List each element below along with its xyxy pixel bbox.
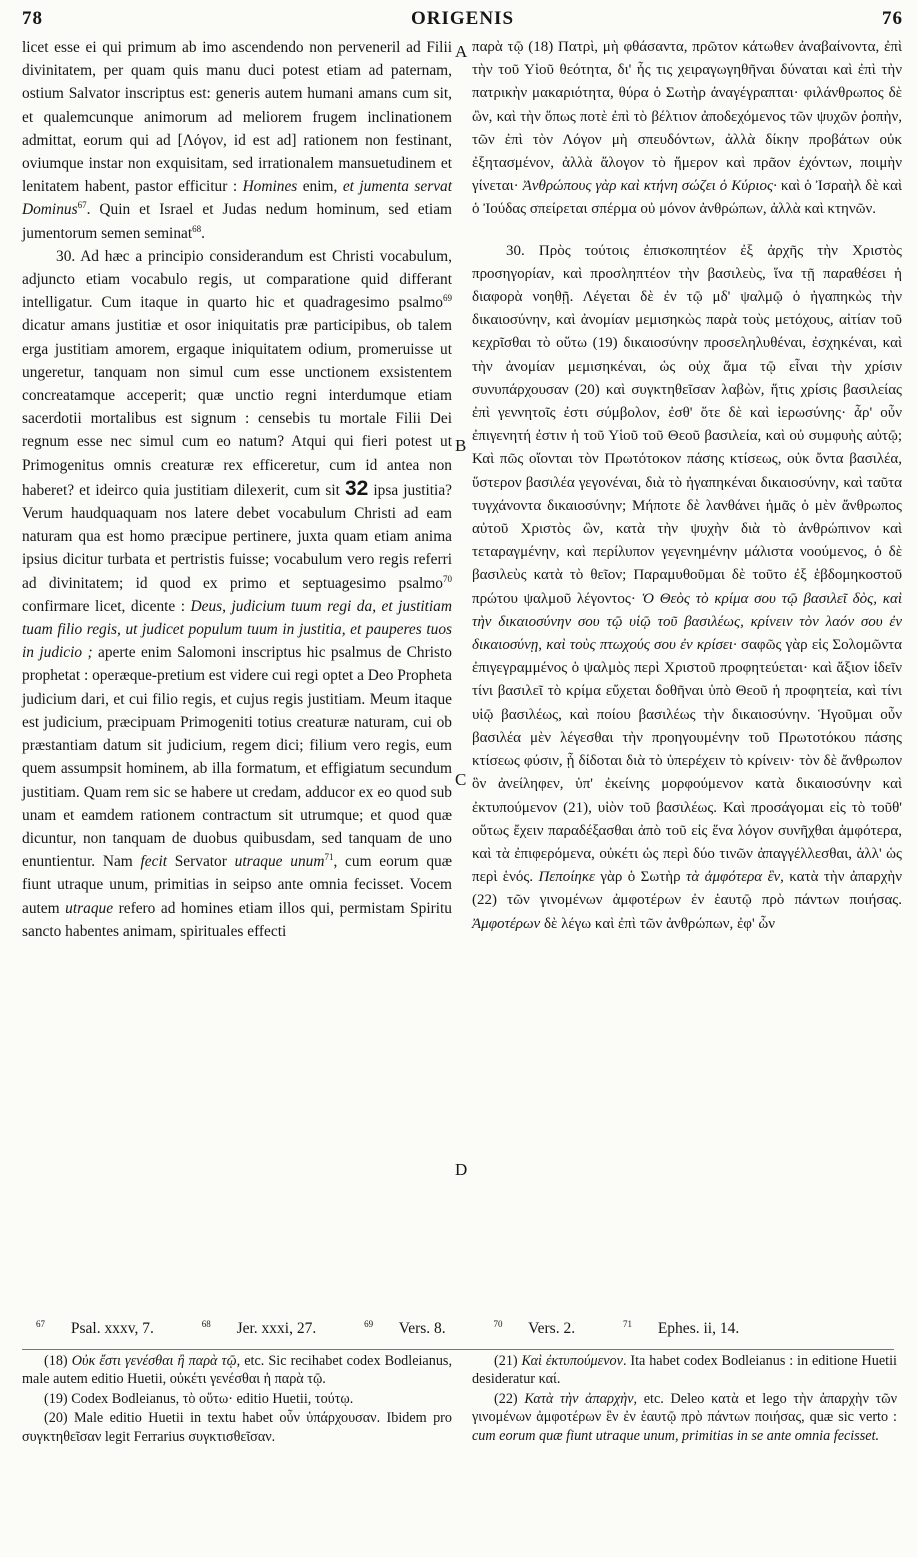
margin-letter-c: C bbox=[455, 770, 467, 789]
latin-quote: Homines bbox=[242, 178, 298, 196]
note-number: (21) bbox=[494, 1353, 522, 1369]
greek-text: γὰρ ὁ Σωτὴρ bbox=[594, 869, 686, 886]
latin-quote: utraque unum bbox=[234, 853, 325, 871]
note-number: (18) bbox=[44, 1353, 72, 1369]
note-quote: cum eorum quæ fiunt utraque unum, primitias in se ante omnia fecisset. bbox=[472, 1427, 880, 1444]
greek-paragraph-1 bbox=[472, 36, 902, 222]
note-18 bbox=[22, 1352, 452, 1389]
scripture-references bbox=[36, 1320, 896, 1338]
page-number-left: 78 bbox=[22, 8, 43, 29]
reference-number: 70 bbox=[493, 1318, 503, 1329]
note-number: (22) bbox=[494, 1390, 525, 1407]
latin-text: , cum eorum quæ fiunt utraque unum, primitias in seipso ante omnia fecisset. Vocem autem bbox=[22, 853, 452, 917]
notes-right bbox=[472, 1352, 897, 1446]
notes-left bbox=[22, 1352, 452, 1447]
margin-letter-a: A bbox=[455, 42, 468, 61]
reference-number: 67 bbox=[36, 1318, 45, 1329]
greek-quote: Πεποίηκε bbox=[538, 869, 595, 886]
reference-item bbox=[364, 1320, 468, 1337]
latin-text: licet esse ei qui primum ab imo ascendendo non perveneril ad Filii divinitatem, per quam quis manu duci potest etiam ad paternam, ostium Salvator inscriptus est: generis autem humani amans cum sit, et qualemcunque animorum ad meliorem frugem inclinationem admittat, eorum qui ad [Λόγον, id est ad] rationem non festinant, oviumque instar non exquisitam, sed irrationalem mansuetudinem et lenitatem habent, pastor efficitur : bbox=[22, 39, 452, 196]
greek-text: δὲ λέγω καὶ ἐπὶ τῶν ἀνθρώπων, ἐφ' ὧν bbox=[540, 915, 776, 932]
section-number: 30. bbox=[506, 242, 525, 259]
note-22 bbox=[472, 1390, 897, 1445]
note-19 bbox=[22, 1390, 452, 1408]
note-text: , etc. Sic recihabet codex Bodleianus, male autem editio Huetii, οὐκέτι γενέσθαι ἡ παρὰ τῷ. bbox=[22, 1353, 452, 1388]
note-text: . Ita habet codex Bodleianus : in editione Huetii desideratur καί. bbox=[472, 1353, 897, 1388]
reference-text: Vers. 2. bbox=[528, 1320, 576, 1337]
note-quote: Καὶ ἐκτυπούμενον bbox=[521, 1353, 623, 1369]
latin-text: Servator bbox=[167, 853, 235, 871]
greek-text: καὶ ὁ Ἰσραὴλ δὲ καὶ ὁ Ἰούδας σπείρεται σπέρμα οὐ μόνον ἀνθρώπων, ἀλλὰ καὶ κτηνῶν. bbox=[472, 178, 902, 218]
reference-number: 69 bbox=[364, 1318, 374, 1329]
margin-letter-d: D bbox=[455, 1160, 468, 1179]
reference-item bbox=[494, 1320, 598, 1337]
reference-item bbox=[36, 1320, 176, 1337]
latin-quote: fecit bbox=[140, 853, 167, 871]
reference-text: Psal. xxxv, 7. bbox=[70, 1320, 154, 1337]
note-21 bbox=[472, 1352, 897, 1389]
latin-paragraph-2 bbox=[22, 245, 452, 943]
footnote-ref[interactable]: 70 bbox=[443, 573, 452, 584]
column-number-marker: 32 bbox=[344, 476, 369, 500]
latin-text: . bbox=[201, 224, 205, 242]
note-text: Male editio Huetii in textu habet οὖν ὑπάρχουσαν. Ibidem pro συγκτηθεῖσαν legit Ferrarius συγκτισθεῖσαν. bbox=[22, 1410, 453, 1445]
greek-paragraph-2 bbox=[472, 240, 902, 936]
footnote-ref[interactable]: 71 bbox=[324, 851, 334, 862]
reference-item bbox=[202, 1320, 339, 1337]
greek-text: , κατὰ τὴν ἀπαρχὴν (22) τῶν γινομένων ἀμφοτέρων ἐν ἑαυτῷ πρὸ πάντων ποιήσας. bbox=[472, 869, 902, 909]
greek-quote: Ἀμφοτέρων bbox=[472, 915, 541, 932]
note-number: (19) bbox=[44, 1390, 72, 1407]
greek-column bbox=[472, 36, 902, 936]
greek-quote: Ὁ Θεὸς τὸ κρίμα σου τῷ βασιλεῖ δὸς, καὶ τὴν δικαιοσύνην σου τῷ υἱῷ τοῦ βασιλέως, κρίνειν τὸν λαόν σου ἐν δικαιοσύνῃ, καὶ τοὺς πτωχούς σου ἐν κρίσει· bbox=[472, 590, 902, 654]
greek-quote: Ἀνθρώπους γὰρ καὶ κτήνη σώζει ὁ Κύριος· bbox=[522, 178, 777, 195]
latin-column bbox=[22, 36, 452, 943]
section-number: 30. bbox=[56, 247, 76, 265]
reference-item bbox=[623, 1320, 761, 1337]
reference-text: Vers. 8. bbox=[398, 1320, 446, 1337]
footnote-ref[interactable]: 68 bbox=[192, 223, 202, 234]
latin-text: dicatur amans justitiæ et osor iniquitatis præ participibus, ob talem erga justitiam amorem, ergaque iniquitatem odium, promeruisse ut ungeretur, tanquam non simul cum esse unctionem exsistentem concreatamque acceperit; quæ unctio regni interdumque etiam sacerdotii mortalibus est signum : censebis tu mortale Filii Dei regnum esse nec simul cum eo natum? Atqui qui fieri potest ut Primogenitus omnis creaturæ rex efficeretur, cum id antea non haberet? et ideirco quia justitiam dilexerit, cum sit bbox=[22, 317, 452, 499]
latin-text: . Quin et Israel et Judas nedum hominum, sed etiam jumentorum semen seminat bbox=[22, 201, 452, 242]
latin-quote: Deus, judicium tuum regi da, et justitiam tuam filio regis, ut judicet populum tuum in justitia, et pauperes tuos in judicio ; bbox=[22, 597, 452, 662]
latin-text: aperte enim Salomoni inscriptus hic psalmus de Christo prophetat : operæque-pretium est videre cui regi optet a Deo Propheta judicium dari, et cui filio regis, et cujus regis justitiam. Meum itaque est judicium, præcipuam Primogeniti totius creaturæ naturam, cui ob præstantiam datum sit judicium, regem dici; filium vero regis, eum quem assumpsit hominem, ab illa formatum, et effigiatum secundum justitiam. Quam rem sic se habere ut credam, adducor ex eo quod sub unam et eamdem rationem contractum sit utrumque; et quod quæ dicuntur, non tanquam de duobus quibusdam, sed tanquam de uno enuntientur. Nam bbox=[22, 644, 452, 871]
margin-letter-b: B bbox=[455, 436, 467, 455]
reference-number: 68 bbox=[201, 1318, 211, 1329]
running-title: ORIGENIS bbox=[410, 8, 515, 29]
latin-text: confirmare licet, dicente : bbox=[22, 597, 191, 615]
greek-text: Πρὸς τούτοις ἐπισκοπητέον ἐξ ἀρχῆς τὴν Χριστὸς προσηγορίαν, καὶ προσληπτέον τὴν βασιλεὺς, ἵνα τῇ παραθέσει ἡ διαφορὰ νοηθῇ. Λέγεται δὲ ἐν τῷ μδ' ψαλμῷ ὁ ἠγαπηκὼς τὴν δικαιοσύνην, καὶ ἀνομίαν μεμισηκὼς παρὰ τοὺς μετόχους, αἰτίαν τοῦ κεχρῖσθαι τὸ οὕτω (19) δικαιοσύνην προσεληλυθέναι, ἐσχηκέναι, καὶ τὴν ἀνομίαν μεμισηκέναι, ὡς οὐχ ἅμα τῷ εἶναι τὴν χρίσιν συνυπάρχουσαν (20) καὶ συγκτηθεῖσαν λαβὼν, ἥτις χρίσις βασιλείας ἐπὶ γεννητοῖς ἐστι σύμβολον, ἐσθ' ὅτε δὲ καὶ ἱερωσύνης· ἆρ' οὖν ἐπιγενητή ἐστιν ἡ τοῦ Υἱοῦ τοῦ Θεοῦ βασιλεία, καὶ οὐ συμφυὴς αὐτῷ; Καὶ πῶς οἴονται τὸν Πρωτότοκον πάσης κτίσεως, οὐκ ὄντα βασιλέα, ὕστερον βασιλέα γεγονέναι, διὰ τὸ ἠγαπηκέναι δικαιοσύνην, καὶ ταῦτα τυγχάνοντα δικαιοσύνην; Μήποτε δὲ λανθάνει ἡμᾶς ὁ μὲν ἄνθρωπος αὐτοῦ Χριστὸς ὢν, κατὰ τὴν ψυχὴν διὰ τὸ ἀνθρώπινον καὶ τεταραγμένην, καὶ περίλυπον γεγενημένην μάλιστα νοούμενος, ὁ δὲ βασιλεὺς κατὰ τὸ θεῖον; Παραμυθοῦμαι δὲ τοῦτο ἐξ ἑβδομηκοστοῦ πρώτου ψαλμοῦ λέγοντος· bbox=[472, 242, 902, 607]
reference-text: Jer. xxxi, 27. bbox=[236, 1320, 317, 1337]
latin-quote: et jumenta servat Dominus bbox=[22, 178, 453, 219]
greek-text: σαφῶς γὰρ εἰς Σολομῶντα ἐπιγεγραμμένος ὁ ψαλμὸς περὶ Χριστοῦ προφητεύεται· καὶ ἄξιον ἰδεῖν τίνι βασιλεῖ τὸ κρίμα εὔχεται δοθῆναι ὑπὸ Θεοῦ ἡ προφητεία, καὶ τίνι υἱῷ βασιλέως, καὶ ποίου βασιλέως τὴν δικαιοσύνην. Ἡγοῦμαι οὖν βασιλέα μὲν λέγεσθαι τὴν προηγουμένην τοῦ Πρωτοτόκου πάσης κτίσεως φύσιν, ᾗ δίδοται διὰ τὸ ὑπερέχειν τὸ κρίνειν· τὸν δὲ ἄνθρωπον ὃν ἀνείληφεν, ὑπ' ἐκείνης μορφούμενον κατὰ δικαιοσύνην καὶ ἐκτυπούμενον (21), υἱὸν τοῦ βασιλέως. Καὶ προσάγομαι εἰς τὸ τοῦθ' οὕτως ἔχειν παραδέξασθαι ἀπὸ τοῦ εἰς ἕνα λόγον συνῆχθαι ἀμφότερα, καὶ τὰ ἐπιφερόμενα, οὐκέτι ὡς περὶ δύο τινῶν ἀπαγγέλλεσθαι, ἀλλ' ὡς περὶ ἑνός. bbox=[472, 637, 902, 886]
note-text: Codex Bodleianus, τὸ οὕτω· editio Huetii, τούτῳ. bbox=[71, 1390, 354, 1407]
reference-number: 71 bbox=[622, 1318, 632, 1329]
greek-quote: τὰ ἀμφότερα ἓν bbox=[685, 869, 781, 886]
latin-text: enim, bbox=[297, 178, 343, 196]
note-text: , etc. Deleo κατὰ et lego τὴν ἀπαρχὴν τῶν γινομένων ἀμφοτέρων ἓν ἐν ἑαυτῷ πρὸ πάντων ποιήσας, quæ sic verto : bbox=[472, 1390, 898, 1426]
latin-text: Ad hæc a principio considerandum est Christi vocabulum, adjuncto etiam vocabulo regis, ut comparatione quid differant intelligatur. Cum itaque in quarto hic et quadragesimo psalmo bbox=[22, 247, 452, 312]
note-number: (20) bbox=[44, 1410, 75, 1427]
footnote-ref[interactable]: 67 bbox=[77, 200, 87, 211]
footnote-ref[interactable]: 69 bbox=[443, 293, 452, 304]
greek-text: παρὰ τῷ (18) Πατρὶ, μὴ φθάσαντα, πρῶτον κάτωθεν ἀναβαίνοντα, ἐπὶ τὴν τοῦ Υἱοῦ θεότητα, δι' ἧς τις χειραγωγηθῆναι δύναται καὶ ἐπὶ τὴν πατρικὴν μακαριότητα, θύρα ὁ Σωτὴρ ἀναγέγραπται· φιλάνθρωπος δὲ ὢν, καὶ τὴν ὅπως ποτὲ ἐπὶ τὸ βέλτιον ἀποδεχόμενος τῶν ψυχῶν ῥοπὴν, τῶν ἐπὶ τὸν Λόγον μὴ σπευδόντων, ἀλλὰ δίκην προβάτων οὐκ ἐξητασμένον, ἀλλὰ ἄλογον τὸ ἥμερον καὶ πρᾶον ἐχόντων, ποιμὴν γίνεται· bbox=[472, 39, 902, 195]
latin-text: ipsa justitia? Verum haudquaquam nos latere debet vocabulum Christi ad eam naturam qua est homo præcipue pertinere, juxta quam etiam anima ipsius dicitur turbata et pertristis fuisse; vocabulum vero regis referri ad divinitatem; id quod ex primo et septuagesimo psalmo bbox=[22, 481, 452, 592]
page-number-right: 76 bbox=[882, 8, 903, 29]
note-quote: Κατὰ τὴν ἀπαρχὴν bbox=[524, 1390, 634, 1407]
latin-text: refero ad homines etiam illos qui, permistam Spiritu sancto habentes animam, spirituales effecti bbox=[22, 899, 453, 940]
latin-quote: utraque bbox=[65, 899, 114, 917]
latin-paragraph-1 bbox=[22, 36, 452, 245]
note-20 bbox=[22, 1409, 452, 1446]
reference-text: Ephes. ii, 14. bbox=[657, 1320, 740, 1337]
footnote-divider bbox=[22, 1349, 894, 1350]
page-header bbox=[22, 8, 903, 34]
note-quote: Οὐκ ἔστι γενέσθαι ἢ παρὰ τῷ bbox=[71, 1353, 237, 1369]
